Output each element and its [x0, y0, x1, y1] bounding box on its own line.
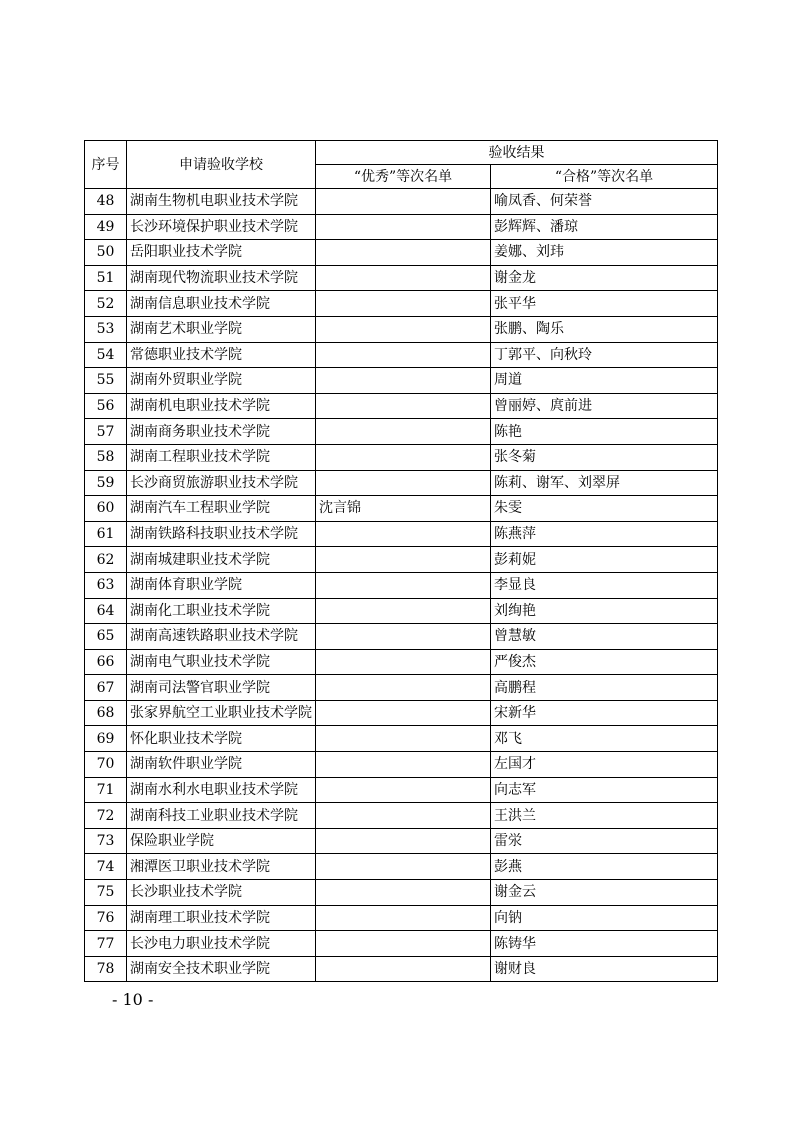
cell-qualified: 谢金龙: [491, 265, 718, 291]
cell-qualified: 宋新华: [491, 700, 718, 726]
cell-excellent: [316, 214, 491, 240]
cell-school: 湖南生物机电职业技术学院: [127, 189, 316, 215]
cell-school: 湖南安全技术职业学院: [127, 956, 316, 982]
table-row: [85, 931, 718, 957]
cell-qualified: 向志军: [491, 777, 718, 803]
cell-no: 61: [85, 521, 127, 547]
table-row: [85, 649, 718, 675]
cell-school: 湖南化工职业技术学院: [127, 598, 316, 624]
cell-school: 湖南外贸职业学院: [127, 368, 316, 394]
cell-excellent: [316, 649, 491, 675]
table-row: [85, 265, 718, 291]
cell-no: 64: [85, 598, 127, 624]
cell-no: 63: [85, 572, 127, 598]
cell-excellent: 沈言锦: [316, 496, 491, 522]
cell-no: 62: [85, 547, 127, 573]
table-row: [85, 342, 718, 368]
cell-excellent: [316, 598, 491, 624]
cell-excellent: [316, 521, 491, 547]
cell-no: 65: [85, 624, 127, 650]
cell-school: 岳阳职业技术学院: [127, 240, 316, 266]
cell-no: 60: [85, 496, 127, 522]
cell-excellent: [316, 752, 491, 778]
cell-no: 69: [85, 726, 127, 752]
cell-no: 59: [85, 470, 127, 496]
cell-qualified: 曾丽婷、庹前进: [491, 393, 718, 419]
table-row: [85, 905, 718, 931]
cell-qualified: 张平华: [491, 291, 718, 317]
table-row: [85, 470, 718, 496]
table-row: [85, 368, 718, 394]
table-row: [85, 444, 718, 470]
cell-qualified: 邓飞: [491, 726, 718, 752]
table-row: [85, 624, 718, 650]
table-row: [85, 189, 718, 215]
table-row: [85, 700, 718, 726]
cell-qualified: 彭莉妮: [491, 547, 718, 573]
cell-excellent: [316, 547, 491, 573]
cell-school: 湖南艺术职业学院: [127, 316, 316, 342]
cell-no: 71: [85, 777, 127, 803]
cell-qualified: 张鹏、陶乐: [491, 316, 718, 342]
cell-school: 保险职业学院: [127, 828, 316, 854]
cell-qualified: 李显良: [491, 572, 718, 598]
cell-excellent: [316, 316, 491, 342]
cell-qualified: 左国才: [491, 752, 718, 778]
cell-qualified: 朱雯: [491, 496, 718, 522]
header-excellent: “优秀”等次名单: [316, 165, 491, 189]
cell-excellent: [316, 956, 491, 982]
table-row: [85, 291, 718, 317]
table-row: [85, 675, 718, 701]
table-row: [85, 240, 718, 266]
table-row: [85, 880, 718, 906]
table-row: [85, 419, 718, 445]
cell-qualified: 陈燕萍: [491, 521, 718, 547]
cell-school: 湘潭医卫职业技术学院: [127, 854, 316, 880]
cell-qualified: 向钠: [491, 905, 718, 931]
cell-qualified: 张冬菊: [491, 444, 718, 470]
cell-qualified: 雷泶: [491, 828, 718, 854]
cell-school: 湖南汽车工程职业学院: [127, 496, 316, 522]
table-row: [85, 521, 718, 547]
table-row: [85, 547, 718, 573]
cell-qualified: 姜娜、刘玮: [491, 240, 718, 266]
cell-school: 湖南商务职业技术学院: [127, 419, 316, 445]
cell-excellent: [316, 393, 491, 419]
cell-qualified: 丁郭平、向秋玲: [491, 342, 718, 368]
cell-school: 张家界航空工业职业技术学院: [127, 700, 316, 726]
cell-school: 湖南软件职业学院: [127, 752, 316, 778]
cell-no: 56: [85, 393, 127, 419]
cell-excellent: [316, 624, 491, 650]
cell-no: 73: [85, 828, 127, 854]
table-row: [85, 598, 718, 624]
cell-school: 湖南科技工业职业技术学院: [127, 803, 316, 829]
cell-excellent: [316, 419, 491, 445]
cell-no: 78: [85, 956, 127, 982]
table-row: [85, 393, 718, 419]
cell-qualified: 彭燕: [491, 854, 718, 880]
cell-no: 48: [85, 189, 127, 215]
cell-excellent: [316, 700, 491, 726]
cell-school: 湖南水利水电职业技术学院: [127, 777, 316, 803]
cell-no: 58: [85, 444, 127, 470]
table-row: [85, 777, 718, 803]
header-result: 验收结果: [316, 141, 718, 165]
cell-excellent: [316, 291, 491, 317]
cell-excellent: [316, 777, 491, 803]
cell-school: 湖南电气职业技术学院: [127, 649, 316, 675]
cell-no: 68: [85, 700, 127, 726]
cell-qualified: 陈莉、谢军、刘翠屏: [491, 470, 718, 496]
table-row: [85, 726, 718, 752]
cell-school: 湖南机电职业技术学院: [127, 393, 316, 419]
table-row: [85, 572, 718, 598]
cell-school: 湖南铁路科技职业技术学院: [127, 521, 316, 547]
cell-excellent: [316, 240, 491, 266]
cell-qualified: 曾慧敏: [491, 624, 718, 650]
cell-qualified: 喻凤香、何荣誉: [491, 189, 718, 215]
table-row: [85, 496, 718, 522]
cell-no: 76: [85, 905, 127, 931]
cell-no: 49: [85, 214, 127, 240]
cell-school: 长沙环境保护职业技术学院: [127, 214, 316, 240]
header-school: 申请验收学校: [127, 141, 316, 189]
cell-qualified: 严俊杰: [491, 649, 718, 675]
table-row: [85, 316, 718, 342]
cell-no: 72: [85, 803, 127, 829]
cell-school: 长沙商贸旅游职业技术学院: [127, 470, 316, 496]
cell-no: 57: [85, 419, 127, 445]
cell-school: 湖南城建职业技术学院: [127, 547, 316, 573]
cell-no: 51: [85, 265, 127, 291]
cell-school: 湖南体育职业学院: [127, 572, 316, 598]
cell-no: 66: [85, 649, 127, 675]
cell-no: 74: [85, 854, 127, 880]
cell-excellent: [316, 675, 491, 701]
cell-excellent: [316, 905, 491, 931]
cell-school: 长沙电力职业技术学院: [127, 931, 316, 957]
cell-school: 湖南高速铁路职业技术学院: [127, 624, 316, 650]
cell-no: 55: [85, 368, 127, 394]
cell-excellent: [316, 931, 491, 957]
cell-excellent: [316, 726, 491, 752]
cell-no: 75: [85, 880, 127, 906]
cell-qualified: 谢金云: [491, 880, 718, 906]
cell-school: 湖南司法警官职业学院: [127, 675, 316, 701]
cell-school: 湖南信息职业技术学院: [127, 291, 316, 317]
cell-school: 湖南现代物流职业技术学院: [127, 265, 316, 291]
cell-no: 67: [85, 675, 127, 701]
acceptance-results-table: [84, 140, 718, 982]
cell-school: 长沙职业技术学院: [127, 880, 316, 906]
cell-school: 湖南工程职业技术学院: [127, 444, 316, 470]
cell-excellent: [316, 854, 491, 880]
table-row: [85, 854, 718, 880]
table-row: [85, 956, 718, 982]
cell-no: 70: [85, 752, 127, 778]
cell-qualified: 刘绚艳: [491, 598, 718, 624]
cell-excellent: [316, 189, 491, 215]
cell-excellent: [316, 470, 491, 496]
table-row: [85, 828, 718, 854]
page-number: - 10 -: [112, 990, 154, 1009]
header-qualified: “合格”等次名单: [491, 165, 718, 189]
cell-excellent: [316, 572, 491, 598]
cell-excellent: [316, 803, 491, 829]
table-body: [85, 189, 718, 982]
cell-excellent: [316, 368, 491, 394]
cell-school: 常德职业技术学院: [127, 342, 316, 368]
table-row: [85, 752, 718, 778]
table-row: [85, 214, 718, 240]
cell-qualified: 周道: [491, 368, 718, 394]
cell-qualified: 陈艳: [491, 419, 718, 445]
cell-school: 湖南理工职业技术学院: [127, 905, 316, 931]
cell-excellent: [316, 342, 491, 368]
header-no: 序号: [85, 141, 127, 189]
cell-qualified: 谢财良: [491, 956, 718, 982]
cell-school: 怀化职业技术学院: [127, 726, 316, 752]
cell-qualified: 高鹏程: [491, 675, 718, 701]
cell-no: 53: [85, 316, 127, 342]
cell-no: 77: [85, 931, 127, 957]
cell-no: 54: [85, 342, 127, 368]
cell-qualified: 陈铸华: [491, 931, 718, 957]
cell-qualified: 彭辉辉、潘琼: [491, 214, 718, 240]
cell-qualified: 王洪兰: [491, 803, 718, 829]
cell-excellent: [316, 828, 491, 854]
cell-no: 50: [85, 240, 127, 266]
cell-excellent: [316, 265, 491, 291]
cell-excellent: [316, 444, 491, 470]
table-header: [85, 141, 718, 189]
cell-no: 52: [85, 291, 127, 317]
table-row: [85, 803, 718, 829]
cell-excellent: [316, 880, 491, 906]
